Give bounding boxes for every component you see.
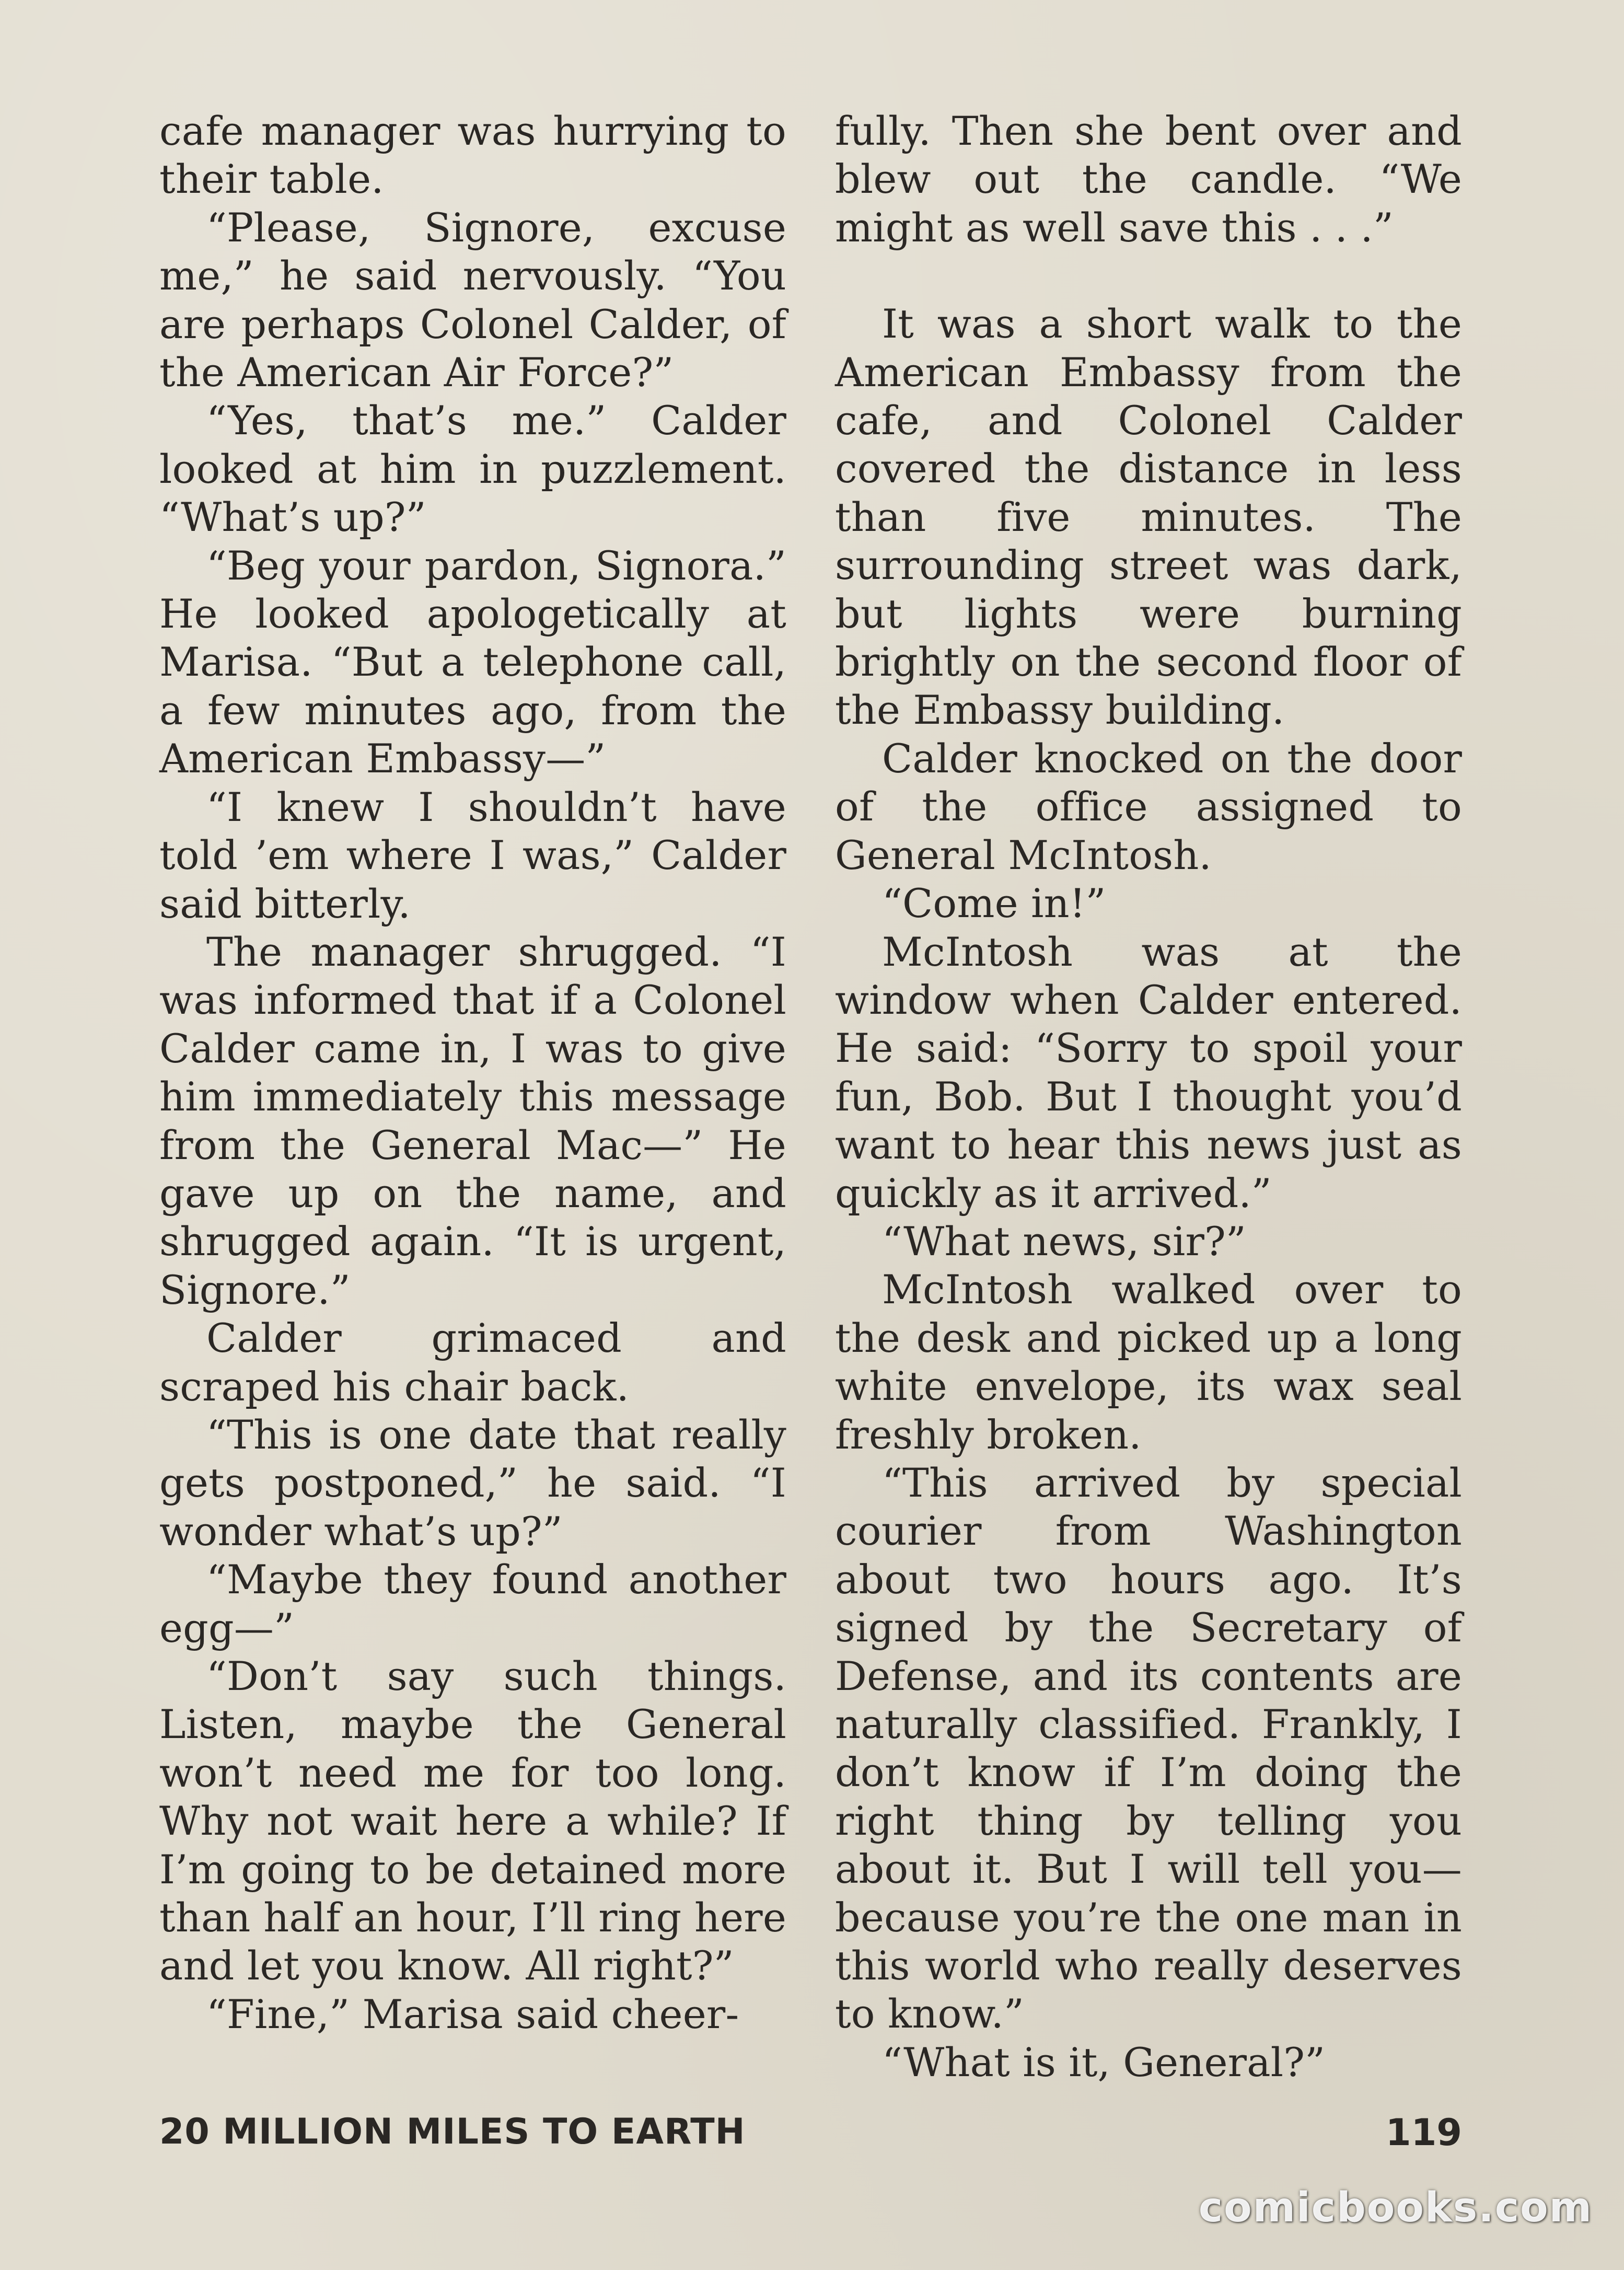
paragraph: “Please, Signore, excuse me,” he said nervously. “You are perhaps Colonel Calder, of the American Air Force?” [159, 204, 786, 396]
paragraph: “Maybe they found another egg—” [159, 1556, 786, 1651]
paragraph: “I knew I shouldn’t have told ’em where I was,” Calder said bitterly. [159, 783, 786, 927]
running-title: 20 MILLION MILES TO EARTH [159, 2111, 746, 2152]
paragraph: “Don’t say such things. Listen, maybe the General won’t need me for too long. Why not wait here a while? If I’m going to be detained more than half an hour, I’ll ring here and let you know. All right?” [159, 1653, 786, 1989]
paragraph: cafe manager was hurrying to their table. [159, 108, 786, 203]
paragraph: It was a short walk to the American Embassy from the cafe, and Colonel Calder covered the distance in less than five minutes. The surrounding street was dark, but lights were burning brightly on the second floor of the Embassy building. [835, 300, 1462, 734]
left-text-column [159, 107, 786, 2039]
paragraph: “Come in!” [882, 880, 1106, 927]
watermark-logo: comicbooks.com [1198, 2184, 1593, 2231]
paragraph: McIntosh was at the window when Calder entered. He said: “Sorry to spoil your fun, Bob. But I thought you’d want to hear this news just as quickly as it arrived.” [835, 928, 1462, 1217]
paragraph: Calder grimaced and scraped his chair back. [159, 1315, 786, 1410]
paragraph: “Yes, that’s me.” Calder looked at him in puzzlement. “What’s up?” [159, 397, 786, 541]
paragraph: “What is it, General?” [882, 2039, 1326, 2086]
paragraph: McIntosh walked over to the desk and picked up a long white envelope, its wax seal freshly broken. [835, 1266, 1462, 1458]
paragraph: “Beg your pardon, Signora.” He looked apologetically at Marisa. “But a telephone call, a few minutes ago, from the American Embassy—” [159, 542, 786, 782]
paragraph: “This is one date that really gets postponed,” he said. “I wonder what’s up?” [159, 1411, 786, 1555]
paragraph: Calder knocked on the door of the office assigned to General McIntosh. [835, 735, 1462, 878]
right-text-column [835, 107, 1462, 2087]
paragraph: fully. Then she bent over and blew out the candle. “We might as well save this . . .” [835, 108, 1462, 251]
paragraph: The manager shrugged. “I was informed that if a Colonel Calder came in, I was to give him immediately this message from the General Mac—” He gave up on the name, and shrugged again. “It is urgent, Signore.” [159, 928, 786, 1313]
paragraph: “What news, sir?” [882, 1218, 1246, 1265]
page-number: 119 [1385, 2111, 1462, 2154]
paragraph: “This arrived by special courier from Washington about two hours ago. It’s signed by the Secretary of Defense, and its contents are naturally classified. Frankly, I don’t know if I’m doing the right thing by telling you about it. But I will tell you—because you’re the one man in this world who really deserves to know.” [835, 1459, 1462, 2037]
paragraph: “Fine,” Marisa said cheer- [206, 1990, 739, 2037]
